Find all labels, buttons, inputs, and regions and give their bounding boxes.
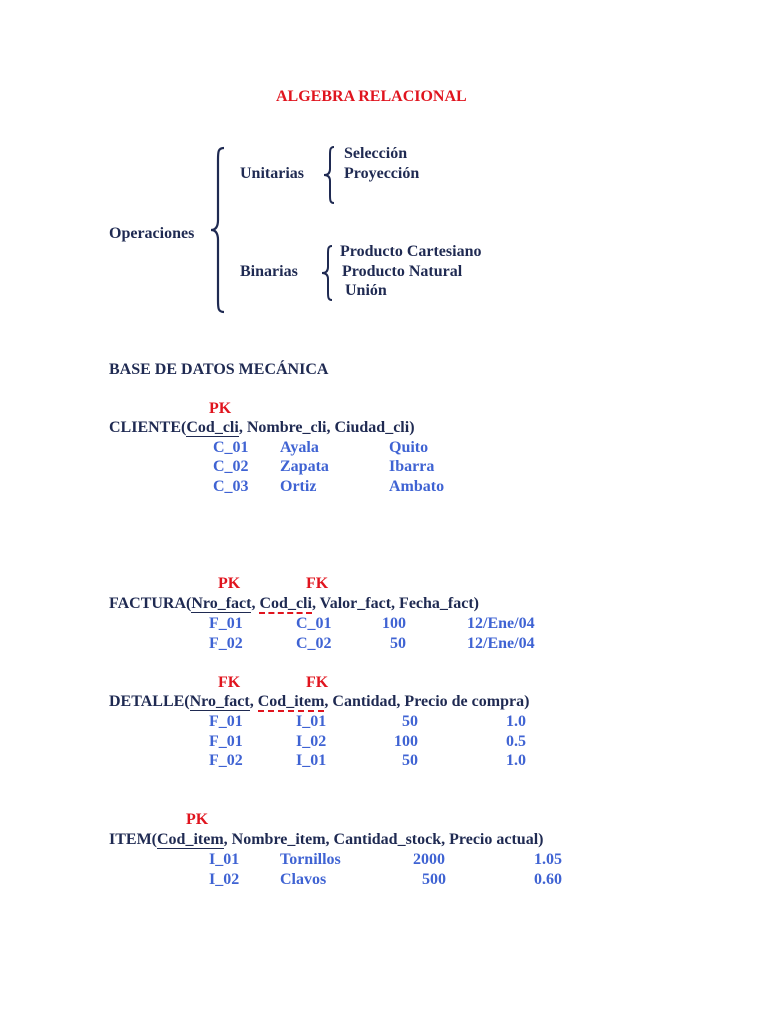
factura-pk-marker: PK bbox=[218, 575, 241, 592]
detalle-cell: F_01 bbox=[209, 713, 243, 730]
item-cell: 500 bbox=[422, 871, 446, 888]
proyeccion-item: Proyección bbox=[344, 165, 420, 182]
factura-cell: F_01 bbox=[209, 615, 243, 632]
detalle-table-name: DETALLE( bbox=[109, 693, 190, 710]
detalle-cell: 1.0 bbox=[506, 752, 526, 769]
db-title: BASE DE DATOS MECÁNICA bbox=[109, 361, 329, 378]
factura-other-columns: , Valor_fact, Fecha_fact) bbox=[311, 595, 479, 612]
detalle-separator: , bbox=[249, 693, 258, 710]
detalle-cell: 100 bbox=[394, 733, 418, 750]
union-item: Unión bbox=[345, 282, 387, 299]
item-cell: 0.60 bbox=[534, 871, 562, 888]
cliente-table-name: CLIENTE( bbox=[109, 419, 187, 436]
detalle-fk-column-2: Cod_item bbox=[257, 693, 325, 710]
cliente-cell: Quito bbox=[389, 439, 429, 456]
factura-cell: F_02 bbox=[209, 635, 243, 652]
detalle-cell: F_02 bbox=[209, 752, 243, 769]
binarias-label: Binarias bbox=[240, 263, 298, 280]
unitarias-label: Unitarias bbox=[240, 165, 304, 182]
factura-pk-column: Nro_fact bbox=[191, 595, 252, 612]
factura-fk-column: Cod_cli bbox=[259, 595, 312, 612]
item-pk-column: Cod_item bbox=[157, 831, 224, 848]
producto-natural-item: Producto Natural bbox=[342, 263, 463, 280]
factura-cell: 100 bbox=[382, 615, 406, 632]
factura-separator: , bbox=[251, 595, 260, 612]
cliente-cell: C_01 bbox=[213, 439, 249, 456]
factura-cell: 12/Ene/04 bbox=[467, 615, 535, 632]
item-cell: 2000 bbox=[413, 851, 445, 868]
cliente-pk-column: Cod_cli bbox=[186, 419, 239, 436]
item-pk-marker: PK bbox=[186, 811, 209, 828]
detalle-cell: I_01 bbox=[296, 713, 327, 730]
factura-schema bbox=[109, 595, 479, 613]
factura-cell: C_02 bbox=[296, 635, 332, 652]
seleccion-item: Selección bbox=[344, 145, 408, 162]
detalle-cell: 50 bbox=[402, 752, 418, 769]
cliente-other-columns: , Nombre_cli, Ciudad_cli) bbox=[238, 419, 415, 436]
factura-cell: C_01 bbox=[296, 615, 332, 632]
factura-cell: 12/Ene/04 bbox=[467, 635, 535, 652]
detalle-cell: I_02 bbox=[296, 733, 327, 750]
producto-cartesiano-item: Producto Cartesiano bbox=[340, 243, 482, 260]
cliente-cell: C_03 bbox=[213, 478, 249, 495]
operaciones-label: Operaciones bbox=[109, 225, 195, 242]
detalle-cell: 1.0 bbox=[506, 713, 526, 730]
item-cell: I_01 bbox=[209, 851, 240, 868]
factura-table-name: FACTURA( bbox=[109, 595, 192, 612]
item-cell: Clavos bbox=[280, 871, 327, 888]
detalle-cell: 50 bbox=[402, 713, 418, 730]
cliente-cell: Ibarra bbox=[389, 458, 435, 475]
page-title: ALGEBRA RELACIONAL bbox=[276, 88, 467, 105]
cliente-cell: Zapata bbox=[280, 458, 329, 475]
detalle-schema bbox=[109, 693, 529, 711]
detalle-other-columns: , Cantidad, Precio de compra) bbox=[324, 693, 530, 710]
item-cell: I_02 bbox=[209, 871, 240, 888]
cliente-cell: C_02 bbox=[213, 458, 249, 475]
detalle-pk-column-1: Nro_fact bbox=[189, 693, 250, 710]
cliente-cell: Ortiz bbox=[280, 478, 317, 495]
detalle-fk-marker-1: FK bbox=[218, 674, 241, 691]
cliente-cell: Ambato bbox=[389, 478, 445, 495]
detalle-cell: F_01 bbox=[209, 733, 243, 750]
factura-fk-marker: FK bbox=[306, 575, 329, 592]
item-table-name: ITEM( bbox=[109, 831, 157, 848]
item-other-columns: , Nombre_item, Cantidad_stock, Precio actual) bbox=[223, 831, 544, 848]
detalle-cell: 0.5 bbox=[506, 733, 526, 750]
main-brace bbox=[208, 146, 230, 314]
item-cell: 1.05 bbox=[534, 851, 562, 868]
detalle-cell: I_01 bbox=[296, 752, 327, 769]
detalle-fk-marker-2: FK bbox=[306, 674, 329, 691]
factura-cell: 50 bbox=[390, 635, 406, 652]
cliente-pk-marker: PK bbox=[209, 400, 232, 417]
cliente-schema bbox=[109, 419, 415, 437]
item-cell: Tornillos bbox=[280, 851, 341, 868]
item-schema bbox=[109, 831, 543, 849]
binarias-brace bbox=[320, 244, 336, 302]
cliente-cell: Ayala bbox=[280, 439, 319, 456]
unitarias-brace bbox=[322, 145, 338, 205]
